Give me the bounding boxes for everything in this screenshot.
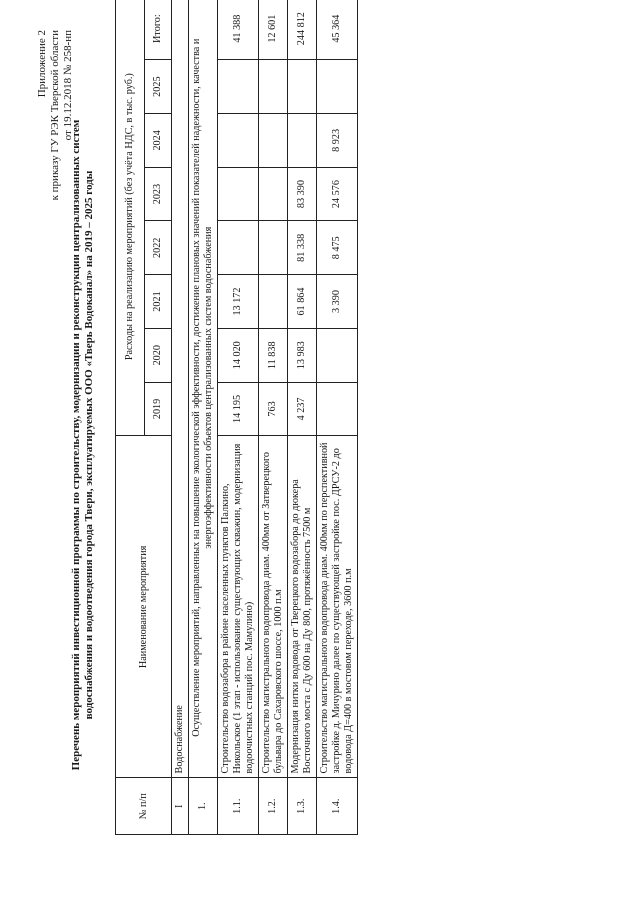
header-year: 2023 — [145, 167, 172, 221]
row-value: 8 475 — [317, 221, 358, 275]
document-heading — [70, 45, 96, 845]
row-value: 24 576 — [317, 167, 358, 221]
row-num: 1.2. — [259, 778, 288, 835]
row-value — [259, 167, 288, 221]
header-year: 2019 — [145, 382, 172, 436]
row-value — [259, 60, 288, 114]
row-num: 1.4. — [317, 778, 358, 835]
header-year: 2021 — [145, 275, 172, 329]
row-value — [288, 114, 317, 168]
table-row — [259, 0, 288, 835]
row-value: 763 — [259, 382, 288, 436]
row-name: Модернизация нитки водовода от Тверецкого водозабора до дюкера Восточного моста с Ду 600 на Ду 800, протяжённость 7500 м — [288, 436, 317, 778]
section-row — [172, 0, 189, 835]
row-value — [317, 60, 358, 114]
row-total: 244 812 — [288, 0, 317, 60]
table-row — [218, 0, 259, 835]
row-name: Строительство водозабора в районе населенных пунктов Палкино, Никольское (1 этап - использование существующих скважин, модернизация водоочистных станций пос. Мамулино) — [218, 436, 259, 778]
row-total: 45 364 — [317, 0, 358, 60]
row-total: 12 601 — [259, 0, 288, 60]
header-name: Наименование мероприятия — [116, 436, 172, 778]
row-value: 61 864 — [288, 275, 317, 329]
measures-body — [218, 0, 358, 835]
row-value: 81 338 — [288, 221, 317, 275]
row-value — [218, 221, 259, 275]
heading-line-1: Перечень мероприятий инвестиционной программы по строительству, модернизации и реконструкции централизованных систем — [70, 119, 82, 771]
heading-line-2: водоснабжения и водоотведения города Твери, эксплуатируемых ООО «Тверь Водоканал» на 2019 – 2025 годы — [83, 170, 95, 720]
row-num: 1.1. — [218, 778, 259, 835]
appendix-date: от 19.12.2018 № 258-нп — [62, 30, 74, 141]
header-costs: Расходы на реализацию мероприятий (без учёта НДС, в тыс. руб.) — [116, 0, 145, 436]
header-total: Итого: — [145, 0, 172, 60]
table-header-row — [116, 0, 145, 835]
header-year: 2024 — [145, 114, 172, 168]
row-value: 14 195 — [218, 382, 259, 436]
row-value — [259, 114, 288, 168]
row-value: 13 172 — [218, 275, 259, 329]
header-year: 2025 — [145, 60, 172, 114]
header-year: 2022 — [145, 221, 172, 275]
row-value: 11 838 — [259, 328, 288, 382]
row-value — [288, 60, 317, 114]
header-num: № п/п — [116, 778, 172, 835]
row-value: 13 983 — [288, 328, 317, 382]
row-value — [317, 382, 358, 436]
row-value — [317, 328, 358, 382]
row-value: 3 390 — [317, 275, 358, 329]
table-row — [288, 0, 317, 835]
row-value: 4 237 — [288, 382, 317, 436]
appendix-order: к приказу ГУ РЭК Тверской области — [49, 30, 61, 201]
row-name: Строительство магистрального водопровода диам. 400мм от Затверецкого бульвара до Сахаровского шоссе, 1000 п.м — [259, 436, 288, 778]
header-year: 2020 — [145, 328, 172, 382]
row-value — [218, 114, 259, 168]
group-num: 1. — [189, 778, 218, 835]
appendix-title: Приложение 2 — [36, 30, 48, 98]
measures-table — [115, 0, 358, 835]
row-value — [218, 60, 259, 114]
row-value — [259, 221, 288, 275]
row-value: 8 923 — [317, 114, 358, 168]
row-value — [218, 167, 259, 221]
group-title: Осуществление мероприятий, направленных на повышение экологической эффективности, достижение плановых значений показателей надежности, качества и энергоэффективности объектов централизованных систем водоснабжения — [189, 0, 218, 778]
group-row — [189, 0, 218, 835]
row-value: 14 020 — [218, 328, 259, 382]
row-value: 83 390 — [288, 167, 317, 221]
section-num: I — [172, 778, 189, 835]
row-value — [259, 275, 288, 329]
row-total: 41 388 — [218, 0, 259, 60]
section-title: Водоснабжение — [172, 0, 189, 778]
table-row — [317, 0, 358, 835]
row-name: Строительство магистрального водопровода диам. 400мм по перспективной застройке д. Мичурино далее по существующей застройке пос. ДРСУ-2 до водовода Д=400 в мостовом переходе, 3600 п.м — [317, 436, 358, 778]
row-num: 1.3. — [288, 778, 317, 835]
